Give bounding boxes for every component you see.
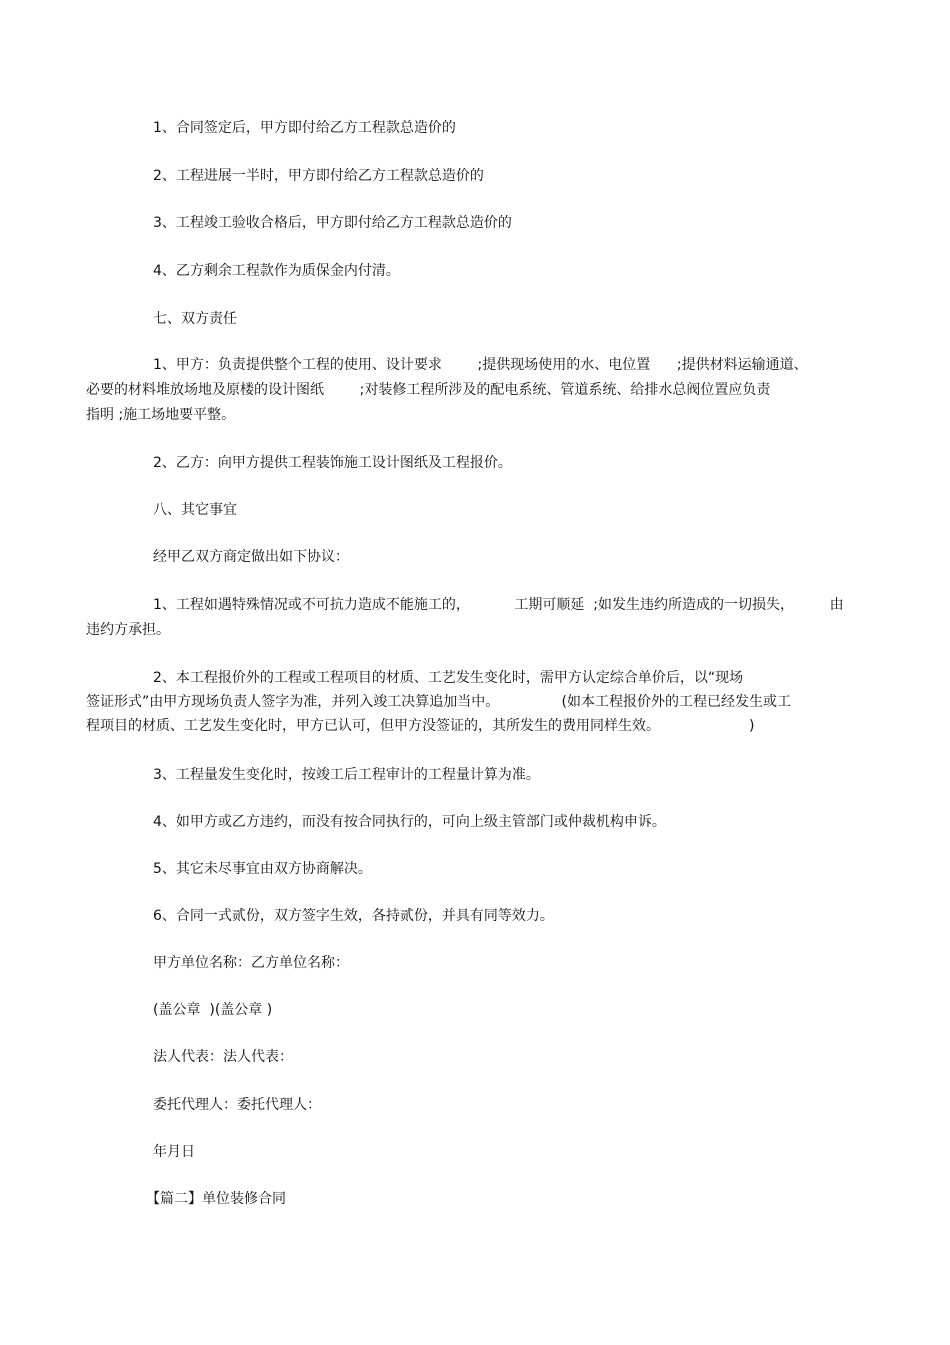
party-b-duty: 2、乙方：向甲方提供工程装饰施工设计图纸及工程报价。 (153, 455, 512, 471)
signature-legal-reps: 法人代表：法人代表： (153, 1049, 293, 1065)
payment-item-2: 2、工程进展一半时，甲方即付给乙方工程款总造价的 (153, 168, 484, 184)
next-section-title: 【篇二】单位装修合同 (146, 1191, 286, 1207)
section-7-heading: 七、双方责任 (153, 311, 237, 327)
payment-item-4: 4、乙方剩余工程款作为质保金内付清。 (153, 263, 400, 279)
signature-seals: (盖公章 )(盖公章 ) (153, 1002, 273, 1018)
payment-item-1: 1、合同签定后，甲方即付给乙方工程款总造价的 (153, 120, 456, 136)
section-8-item-1-line-2: 违约方承担。 (86, 622, 170, 638)
section-8-item-2-line-3: 程项目的材质、工艺发生变化时，甲方已认可，但甲方没签证的，其所发生的费用同样生效。 ) (86, 718, 755, 734)
party-a-duty-line-1: 1、甲方：负责提供整个工程的使用、设计要求 ;提供现场使用的水、电位置 ;提供材料运输通道、 (153, 357, 808, 373)
section-8-item-1-line-1: 1、工程如遇特殊情况或不可抗力造成不能施工的， 工期可顺延 ;如发生违约所造成的一切损失， 由 (153, 597, 844, 613)
section-8-heading: 八、其它事宜 (153, 502, 237, 518)
signature-unit-names: 甲方单位名称：乙方单位名称： (153, 955, 349, 971)
signature-date: 年月日 (153, 1144, 195, 1160)
section-8-item-6: 6、合同一式贰份，双方签字生效，各持贰份，并具有同等效力。 (153, 908, 554, 924)
section-8-item-2-line-2: 签证形式”由甲方现场负责人签字为准，并列入竣工决算追加当中。 (如本工程报价外的工程已经发生或工 (86, 694, 792, 710)
party-a-duty-line-3: 指明 ;施工场地要平整。 (86, 407, 236, 423)
section-8-item-2-line-1: 2、本工程报价外的工程或工程项目的材质、工艺发生变化时，需甲方认定综合单价后，以“现场 (153, 670, 744, 686)
section-8-item-3: 3、工程量发生变化时，按竣工后工程审计的工程量计算为准。 (153, 767, 540, 783)
section-8-intro: 经甲乙双方商定做出如下协议： (153, 549, 349, 565)
payment-item-3: 3、工程竣工验收合格后，甲方即付给乙方工程款总造价的 (153, 215, 512, 231)
section-8-item-5: 5、其它未尽事宜由双方协商解决。 (153, 861, 372, 877)
party-a-duty-line-2: 必要的材料堆放场地及原楼的设计图纸 ;对装修工程所涉及的配电系统、管道系统、给排水总阀位置应负责 (86, 382, 771, 398)
signature-agents: 委托代理人：委托代理人： (153, 1097, 321, 1113)
section-8-item-4: 4、如甲方或乙方违约，而没有按合同执行的，可向上级主管部门或仲裁机构申诉。 (153, 814, 666, 830)
